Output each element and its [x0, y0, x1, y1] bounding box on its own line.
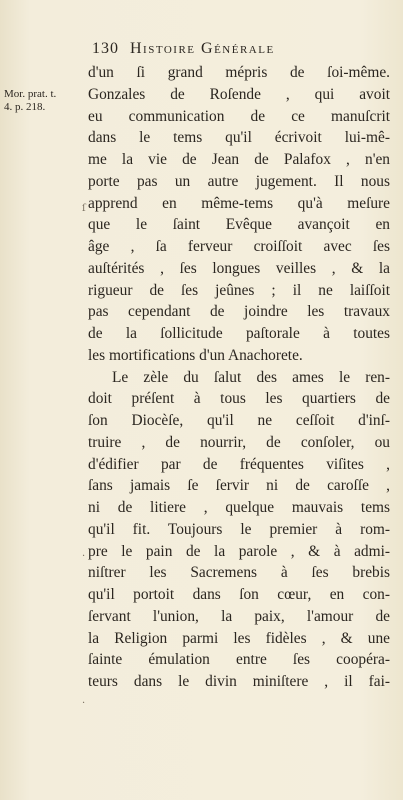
text-line: que le ſaint Evêque avançoit en [88, 216, 390, 234]
text-line: ſervant l'union, la paix, l'amour de [88, 607, 390, 625]
margin-mark: · [82, 698, 86, 709]
text-line: teurs dans le divin miniſtere , il fai- [88, 673, 390, 690]
text-line: Le zèle du ſalut des ames le ren- [112, 368, 390, 386]
text-line: de la ſollicitude paſtorale à toutes [88, 325, 390, 342]
text-line: dans le tems qu'il écrivoit lui-mê- [88, 129, 390, 147]
margin-note [4, 88, 84, 114]
running-header [92, 40, 275, 58]
margin-mark: ſ [82, 203, 86, 214]
text-line: rigueur de ſes jeûnes ; il ne laiſſoit [88, 281, 390, 299]
text-line: doit préſent à tous les quartiers de [88, 390, 390, 408]
text-line: Gonzales de Roſende , qui avoit [88, 85, 390, 103]
body-text [88, 62, 390, 693]
text-line: les mortifications d'un Anachorete. [88, 346, 303, 364]
text-line: auſtérités , ſes longues veilles , & la [88, 259, 390, 277]
text-line: âge , ſa ferveur croiſſoit avec ſes [88, 238, 390, 255]
text-line: d'un ſi grand mépris de ſoi-même. [88, 64, 390, 81]
text-line: ſans jamais ſe ſervir ni de caroſſe , [88, 477, 390, 495]
margin-note-line: Mor. prat. t. [4, 88, 57, 100]
text-line: la Religion parmi les fidèles , & une [88, 629, 390, 647]
text-line: eu communication de ce manuſcrit [88, 107, 390, 125]
text-line: qu'il portoit dans ſon cœur, en con- [88, 586, 390, 603]
margin-note-line: 4. p. 218. [4, 101, 46, 113]
page-number: 130 [92, 40, 119, 57]
text-line: pas cependant de joindre les travaux [88, 303, 390, 321]
text-line: niſtrer les Sacremens à ſes brebis [88, 564, 390, 582]
text-line: ſon Diocèſe, qu'il ne ceſſoit d'inſ- [88, 412, 390, 429]
text-line: d'édifier par de fréquentes viſites , [88, 455, 390, 473]
text-line: qu'il fit. Toujours le premier à rom- [88, 520, 390, 538]
margin-mark: · [82, 551, 86, 562]
text-line: porte pas un autre jugement. Il nous [88, 172, 390, 190]
running-title: Histoire Générale [130, 40, 275, 57]
text-line: truire , de nourrir, de conſoler, ou [88, 433, 390, 451]
text-line: me la vie de Jean de Palafox , n'en [88, 151, 390, 168]
text-line: ſainte émulation entre ſes coopéra- [88, 651, 390, 669]
text-line: apprend en même-tems qu'à meſure [88, 194, 390, 212]
text-line: pre le pain de la parole , & à admi- [88, 542, 390, 560]
text-line: ni de litiere , quelque mauvais tems [88, 499, 390, 516]
